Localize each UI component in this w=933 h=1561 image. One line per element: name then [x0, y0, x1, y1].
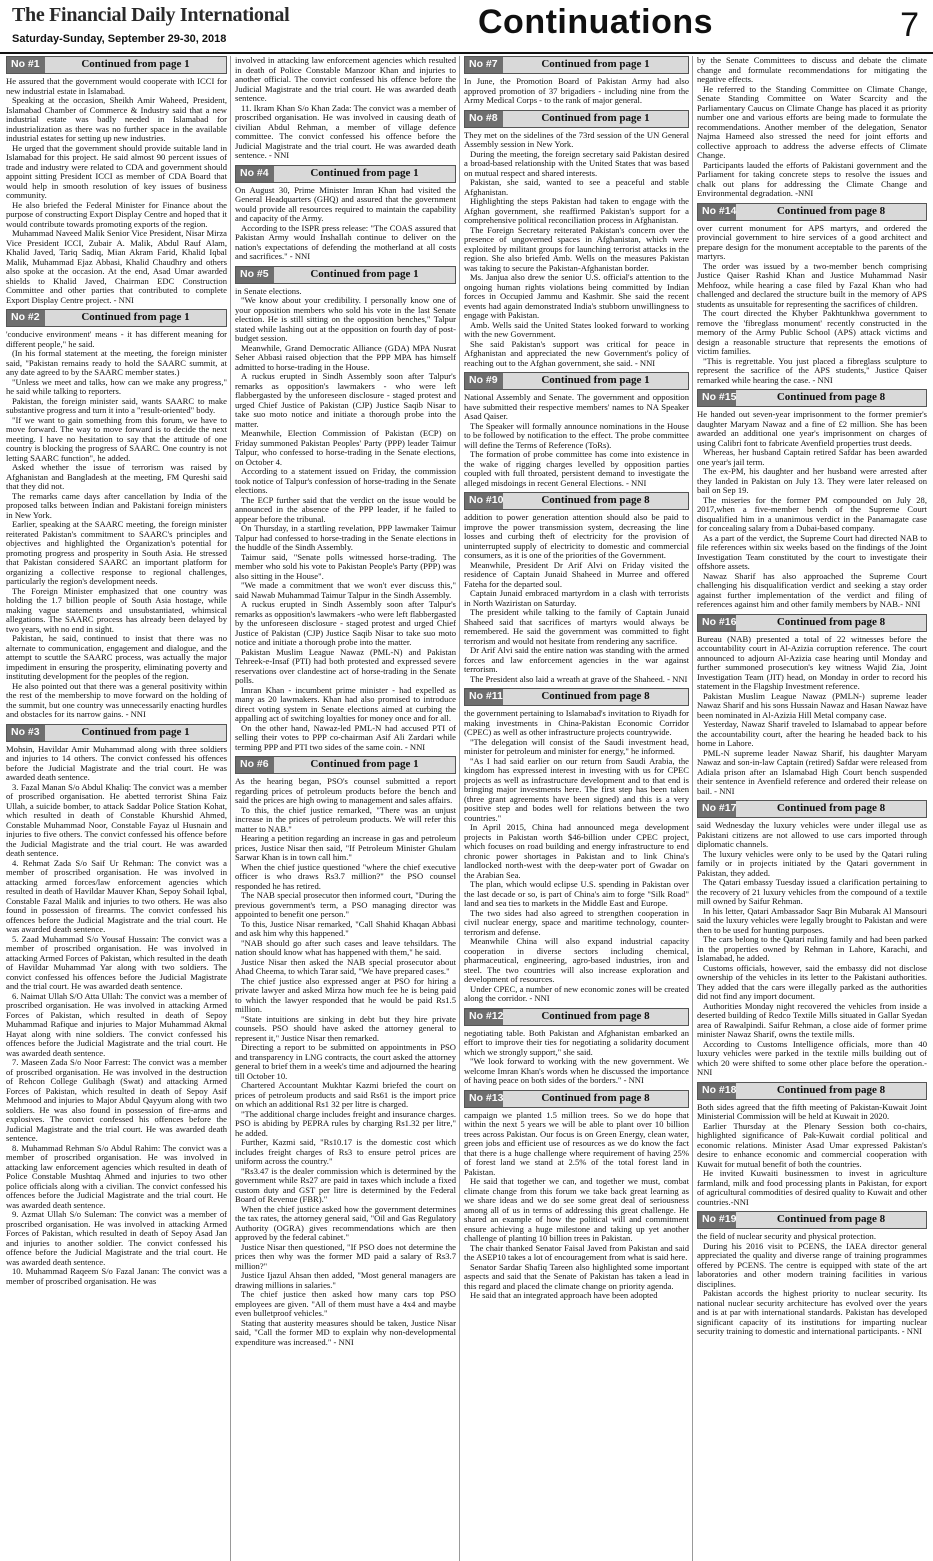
story-paragraph: He referred to the Standing Committee on Climate Change, Senate Standing Committee on Water Scarcity and the Parliamentary Caucus on Climate Change has placed it as priority number one and various efforts are being made to formulate the recommendations. Another member of the delegation, Senator Najma Hameed also stressed the need for joint efforts and collective approach to address the adverse effects of Climate Change. — [697, 83, 927, 160]
story-paragraph: On August 30, Prime Minister Imran Khan had visited the General Headquarters (GHQ) and assured that the government would provide all resources required to maintain the capability and capacity of the Army. — [235, 184, 456, 223]
story-header — [464, 110, 689, 128]
story-paragraph: Earlier, speaking at the SAARC meeting, the foreign minister reiterated Pakistan's commitment to SAARC's principles and objectives and highlighted the Organization's potential for promoting progress and prosperity in South Asia. He stressed that Pakistan considered SAARC an important platform for organizing a collective response to regional challenges, particularly the region's development needs. — [6, 519, 227, 586]
story-paragraph: Pakistan, she said, wanted to see a peaceful and stable Afghanistan. — [464, 177, 689, 197]
story-paragraph: Taimur said, "Senate polls witnessed horse-trading. The member who sold his vote to Pakistan People's Party (PPP) was also sitting in the House". — [235, 551, 456, 581]
story-header — [6, 724, 227, 742]
story-paragraph: According to Customs Intelligence officials, more than 40 luxury vehicles were parked in the textile mills building out of which 20 were shifted to some other place before the operation.-NNI — [697, 1038, 927, 1077]
column-1 — [6, 56, 227, 1561]
story-number: No #11 — [465, 689, 503, 705]
story-paragraph: "NAB should go after such cases and leave tehsildars. The nation should know what has happened with them," he said. — [235, 937, 456, 957]
story-paragraph: Pakistan, the foreign minister said, wants SAARC to make substantive progress and turn it into a "result-oriented" body. — [6, 395, 227, 415]
story-paragraph: According to a statement issued on Friday, the commission took notice of Talpur's confession of horse-trading in the Senate elections. — [235, 466, 456, 495]
story-paragraph: A ruckus erupted in Sindh Assembly soon after Talpur's remarks as opposition's lawmakers -who were left flabbergasted by the unforeseen disclosure - staged protest and urged Chief Justice of Pakistan (CJP) Justice Saqib Nisar to take suo moto notice and initiate a thorough probe into the matter. — [235, 599, 456, 647]
continuation-story — [464, 110, 689, 369]
story-header — [464, 492, 689, 510]
continuation-story — [464, 688, 689, 1004]
story-paragraph: 5. Zaad Muhammad S/o Yousaf Hussain: The convict was a member of proscribed organisation. He was involved in attacking Armed Forces of Pakistan, which resulted in the death of Havildar Muhammad Yar along with two soldiers. The convict confessed his offences before the Judicial Magistrate and the trial court. He was awarded death sentence. — [6, 933, 227, 991]
story-number: No #12 — [465, 1009, 503, 1025]
story-header — [6, 56, 227, 74]
story-paragraph: "We look forward to working with the new government. We welcome Imran Khan's words when he discussed the importance of having peace on both sides of the borders." - NNI — [464, 1056, 689, 1085]
story-number: No #6 — [236, 757, 274, 773]
story-paragraph: Customs officials, however, said the embassy did not disclose ownership of the vehicles in its letter to the Pakistani authorities. They added that the cars were illegally parked as the authorities did not find any import document. — [697, 962, 927, 1001]
continuation-story — [697, 1082, 927, 1208]
story-paragraph: 4. Rehmat Zada S/o Saif Ur Rehman: The convict was a member of proscribed organisation. He was involved in attacking armed forces/law enforcement agencies which resulted in death of Havildar Mauver Khan, Sepoy Sohail Iqbal, Constable Fazal Malik and injuries to two others. He was also found in possession of firearms. The convict confessed his offences before the Judicial Magistrate and the trial court. He was awarded death sentence. — [6, 857, 227, 934]
story-paragraph: negotiating table. Both Pakistan and Afghanistan embarked an effort to improve their ties for negotiating a solidarity document which we strongly support," she said. — [464, 1027, 689, 1057]
story-paragraph: Pakistan Muslim League Nawaz (PML-N) and Pakistan Tehreek-e-Insaf (PTI) had both protested and expressed severe reservations over clandestine act of horse-trading in the Senate polls. — [235, 646, 456, 685]
story-paragraph: The order was issued by a two-member bench comprising Justice Qaiser Rashid Khan and Justice Muhammad Nasir Mehfooz, while hearing a case filed by Fazal Khan who had challenged and declared the structure built in the memory of APS students as unsuitable for representing the sacrifices of children. — [697, 260, 927, 309]
continuation-story — [697, 614, 927, 797]
story-header — [464, 372, 689, 390]
story-paragraph: He assured that the government would cooperate with ICCI for new industrial estate in Islamabad. — [6, 76, 227, 96]
story-paragraph: 9. Azmat Ullah S/o Suleman: The convict was a member of proscribed organisation. He was involved in attacking Armed Forces of Pakistan, which resulted in death of Sepoy Asad Jan and injuries to another soldier. The convict confessed his offence before the Judicial Magistrate and the trial court. He was awarded death sentence. — [6, 1209, 227, 1267]
story-paragraph: Participants lauded the efforts of Pakistani government and the Parliament for taking concrete steps to resolve the issues and chalk out plans for addressing the Climate Change and Environmental degradation. -NNI — [697, 159, 927, 198]
story-paragraph: The miseries for the former PM compounded on July 28, 2017,when a five-member bench of the Supreme Court disqualified him in a unanimous verdict in the Panamagate case for concealing salary from a Dubai-based company. — [697, 494, 927, 533]
story-paragraph: addition to power generation attention should also be paid to improve the power transmission system, decreasing the line losses and curbing theft of electricity for the provision of uninterrupted supply of electricity to domestic and commercial consumers, as it is one of the priorities of the Government. — [464, 512, 689, 560]
story-paragraph: Yesterday, Nawaz Sharif traveled to Islamabad to appear before the accountability court, after the hearing he headed back to his home in Lahore. — [697, 719, 927, 748]
story-paragraph: "The delegation will consist of the Saudi investment head, minister for petroleum and minister for energy," he informed. — [464, 736, 689, 756]
story-paragraph: Pakistan, he said, continued to insist that there was no alternate to communication, engagement and dialogue, and the attempt to scuttle the SAARC process, was actually the major impediment in ensuring the prosperity, eliminating poverty and instituting development for the peoples of the region. — [6, 633, 227, 681]
paper-name: The Financial Daily International — [12, 4, 290, 26]
continued-label: Continued from page 1 — [541, 111, 650, 124]
story-paragraph: He also briefed the Federal Minister for Finance about the purpose of constructing Export Display Centre and hoped that it would contribute towards promoting exports of the region. — [6, 199, 227, 229]
continuation-story — [464, 372, 689, 488]
story-paragraph: The president while talking to the family of Captain Junaid Shaheed said that sacrifices of martyrs would always be remembered. He said the government was committed to fight terrorism and would not hesitate from rendering any sacrifice. — [464, 607, 689, 646]
story-number: No #15 — [698, 390, 736, 406]
continuation-story — [6, 56, 227, 305]
story-header — [697, 800, 927, 818]
story-number: No #4 — [236, 166, 274, 182]
continued-label: Continued from page 1 — [541, 58, 650, 70]
story-header — [697, 614, 927, 632]
story-header — [235, 266, 456, 284]
story-header — [464, 1008, 689, 1026]
story-paragraph: The Foreign Secretary reiterated Pakistan's concern over the presence of ungoverned spaces in Afghanistan, which were exploited by militant groups for launching terrorist attacks in the region. She also briefed Amb. Wells on the measures Pakistan was taking to secure the Pakistan-Afghanistan border. — [464, 224, 689, 273]
story-paragraph: The cars belong to the Qatari ruling family and had been parked in the properties owned by Rehman in Lahore, Karachi, and Islamabad, he added. — [697, 934, 927, 963]
story-paragraph: On the other hand, Nawaz-led PML-N had accused PTI of selling their votes to PPP co-chairman Asif Ali Zardari while terming PPP and PTI two sides of the same coin. - NNI — [235, 722, 456, 752]
story-paragraph: PML-N supreme leader Nawaz Sharif, his daughter Maryam Nawaz and son-in-law Captain (retired) Safdar were released from Adiala prison after an Islamabad High Court bench suspended their sentence in Avenfield reference and ordered their release on bail. - NNI — [697, 747, 927, 796]
story-paragraph: As the hearing began, PSO's counsel submitted a report regarding prices of petroleum products before the bench and said the prices are high owing to management and sales affairs. — [235, 776, 456, 805]
story-header — [235, 165, 456, 183]
story-paragraph: Pakistan Muslim League Nawaz (PMLN-) supreme leader Nawaz Sharif and his sons Hussain Nawaz and Hasan Nawaz have been nominated in Al-Azizia Hill Metal company case. — [697, 690, 927, 720]
story-header — [235, 756, 456, 774]
story-number: No #17 — [698, 801, 736, 817]
story-paragraph: (In his formal statement at the meeting, the foreign minister said, "Pakistan remains ready to hold the SAARC summit, at any date agreed to by the SAARC member states.) — [6, 348, 227, 377]
column-2 — [235, 56, 456, 1561]
story-paragraph: The Qatari embassy Tuesday issued a clarification pertaining to the recovery of 21 luxury vehicles from the compound of a textile mill owned by Saifur Rehman. — [697, 877, 927, 906]
story-paragraph: To this, the chief justice remarked, "There was an unjust increase in the prices of petroleum products. We will refer this matter to NAB." — [235, 804, 456, 834]
story-paragraph: Further, Kazmi said, "Rs10.17 is the domestic cost which includes freight charges of Rs3 to ensure petrol prices are uniform across the country." — [235, 1137, 456, 1166]
story-header — [697, 389, 927, 407]
story-paragraph: He said that together we can, and together we must, combat climate change from this forum we take back great learning as we share ideas and we do see some great deal of seriousness among all of us in terms of addressing this great challenge. He shared an example of how the political will and commitment ensure achieving a huge milestone and taking up yet another challenge of planting 10 billion trees in Pakistan. — [464, 1176, 689, 1243]
story-paragraph: Asked whether the issue of terrorism was raised by Afghanistan and Bangladesh at the meeting, FM Qureshi said that they did not. — [6, 462, 227, 491]
story-paragraph: National Assembly and Senate. The government and opposition have submitted their respective members' names to NA Speaker Asad Qaiser. — [464, 392, 689, 421]
story-paragraph: the government pertaining to Islamabad's invitation to Riyadh for making investments in China-Pakistan Economic Corridor (CPEC) as well as other infrastructure projects countrywide. — [464, 708, 689, 737]
continued-label: Continued from page 8 — [776, 615, 886, 628]
continued-label: Continued from page 1 — [310, 267, 419, 280]
masthead — [0, 0, 933, 54]
continuation-story — [464, 1090, 689, 1301]
continued-label: Continued from page 1 — [310, 758, 419, 770]
story-paragraph: He also pointed out that there was a general positivity within the rest of the membership to move forward on the holding of the summit, but one country was unnecessarily enacting hurdles and obstacles for its narrow gains. - NNI — [6, 680, 227, 719]
story-paragraph: The chief justice also expressed anger at PSO for hiring a private lawyer and asked Mirza how much fee he is being paid to which the lawyer responded that he would be paid Rs1.5 million. — [235, 975, 456, 1014]
story-paragraph: Directing a report to be submitted on appointments in PSO and transparency in LNG contracts, the court asked the attorney general to brief them in a week's time and adjourned the hearing till October 10. — [235, 1042, 456, 1081]
story-paragraph: The remarks came days after cancellation by India of the proposed talks between Indian and Pakistani foreign ministers in New York. — [6, 490, 227, 520]
story-paragraph: "We made a commitment that we won't ever discuss this," said Nawab Muhammad Taimur Talpur in the Sindh Assembly. — [235, 580, 456, 600]
story-paragraph: Imran Khan - incumbent prime minister - had expelled as many as 20 lawmakers. Khan had also promised to introduce direct voting system in Senate elections aimed at curbing the appalling act of switching loyalties for money once and for all. — [235, 684, 456, 723]
story-paragraph: Authorities Monday night recovered the vehicles from inside a deserted building of Redco Textile Mills situated in Gallar Syedan area of Rawalpindi. Saifur Rehman, a close aide of former prime minister Nawaz Sharif, owns the textile mills. — [697, 1000, 927, 1039]
story-paragraph: Meanwhile, Grand Democratic Alliance (GDA) MPA Nusrat Seher Abbasi raised objection that the PPP MPA has himself admitted to horse-trading in the House. — [235, 342, 456, 372]
story-paragraph: Meanwhile, President Dr Arif Alvi on Friday visited the residence of Captain Junaid Shaheed in Murree and offered Fateha for the departed soul. — [464, 559, 689, 589]
story-paragraph: Whereas, her husband Captain retired Safdar has been awarded one year's jail term. — [697, 447, 927, 467]
continuation-story — [697, 56, 927, 199]
continuation-story — [235, 56, 456, 161]
story-paragraph: Nawaz Sharif has also approached the Supreme Court challenging his disqualification verdict and seeking a stay order against further implementation of the verdict and filing of references against him and other family members by NAB.- NNI — [697, 570, 927, 609]
story-paragraph: The chair thanked Senator Faisal Javed from Pakistan and said the ASEP10 takes a lot of encouragement from what is said here. — [464, 1242, 689, 1262]
story-paragraph: in Senate elections. — [235, 285, 302, 296]
story-header — [464, 1090, 689, 1108]
story-number: No #18 — [698, 1083, 736, 1099]
column-rule — [230, 56, 231, 1561]
story-paragraph: The formation of probe committee has come into existence in the wake of rigging charges levelled by opposition parties coupled with full throated, persistent demand to investigate the alleged misdoings in recent General Elections. - NNI — [464, 449, 689, 488]
story-number: No #3 — [7, 725, 45, 741]
story-paragraph: 11. Ikram Khan S/o Khan Zada: The convict was a member of proscribed organisation. He was involved in causing death of civilian Abdul Rehman, a member of village defence committee. The convict confessed his offence before the Judicial Magistrate and the trial court. He was awarded death sentence. - NNI — [235, 102, 456, 160]
continued-label: Continued from page 8 — [776, 802, 886, 814]
continued-label: Continued from page 1 — [310, 166, 419, 179]
story-paragraph: The Speaker will formally announce nominations in the House to be followed by notification to the effect. The probe committee will define the Terms of Reference (ToRs). — [464, 420, 689, 450]
story-paragraph: He said that an integrated approach have been adopted — [470, 1290, 658, 1300]
continuation-story — [697, 203, 927, 386]
story-paragraph: said Wednesday the luxury vehicles were under illegal use as Pakistani citizens are not allowed to use cars imported through diplomatic channels. — [697, 820, 927, 849]
issue-date: Saturday-Sunday, September 29-30, 2018 — [12, 33, 227, 45]
story-paragraph: Mohsin, Havildar Amir Muhammad along with three soldiers and injuries to 14 others. The convict confessed his offences before the Judicial Magistrate and the trial court. He was awarded death sentence. — [6, 743, 227, 782]
story-paragraph: Highlighting the steps Pakistan had taken to engage with the Afghan government, she reaffirmed Pakistan's support for a comprehensive political reconciliation process in Afghanistan. — [464, 196, 689, 225]
story-paragraph: When the chief justice questioned "where the chief executive officer is who draws Rs3.7 million?" the PSO counsel responded he has retired. — [235, 861, 456, 891]
page-number: 7 — [900, 6, 919, 44]
story-paragraph: "As I had said earlier on our return from Saudi Arabia, the kingdom has expressed interest in investing with us for CPEC projects as well as infrastructure development and to that end is bringing major investments here. The first step has been taken (three grant agreements have been signed) and this is a very positive step and bodes well for relations between the two countries." — [464, 755, 689, 823]
story-paragraph: On Thursday, in a startling revelation, PPP lawmaker Taimur Talpur had confessed to horse-trading in the Senate elections in the huddle of the Sindh Assembly. — [235, 523, 456, 552]
story-paragraph: The plan, which would eclipse U.S. spending in Pakistan over the last decade or so, is part of China's aim to forge "Silk Road" land and sea ties to markets in the Middle East and Europe. — [464, 879, 689, 908]
story-paragraph: Earlier Thursday at the Plenary Session both co-chairs, highlighted significance of Pak-Kuwait cordial political and economic relations. Minister Asad Umar expressed Pakistan's desire to enhance economic and commercial cooperation with Kuwait for mutual benefit of both the countries. — [697, 1120, 927, 1169]
story-number: No #16 — [698, 615, 736, 631]
story-paragraph: Amb. Wells said the United States looked forward to working with the new Government. — [464, 319, 689, 339]
story-paragraph: According to the ISPR press release: "The COAS assured that Pakistan Army would Inshallah continue to deliver on the nation's expectations of defending the motherland at all costs and sacrifices." - NNI — [235, 222, 456, 261]
continuation-story — [235, 266, 456, 753]
continuation-story — [235, 756, 456, 1347]
story-header — [464, 56, 689, 74]
story-paragraph: They met on the sidelines of the 73rd session of the UN General Assembly session in New York. — [464, 129, 689, 149]
story-paragraph: Justice Nisar then asked the NAB special prosecutor about Ahad Cheema, to which Tarar said, "We have prepared cases." — [235, 956, 456, 976]
section-title: Continuations — [478, 3, 714, 41]
continuation-story — [6, 309, 227, 720]
story-paragraph: The ECP further said that the verdict on the issue would be announced in the absence of the PPP leader, if he failed to appear before the tribunal. — [235, 494, 456, 524]
story-paragraph: "This is regrettable. You just placed a fibreglass sculpture to represent the sacrifice of the APS students," Justice Qaiser remarked while hearing the case. - NNI — [697, 355, 927, 385]
story-paragraph: "Rs3.47 is the dealer commission which is determined by the government while Rs27 are paid in taxes which include a fixed custom duty and GST per litre is determined by the Federal Board of Revenue (FBR)." — [235, 1165, 456, 1204]
story-paragraph: Ms. Janjua also drew the senior U.S. official's attention to the ongoing human rights violations being committed by Indian forces in Occupied Jammu and Kashmir. She said the recent events had again demonstrated India's stubborn unwillingness to engage with Pakistan. — [464, 272, 689, 320]
story-paragraph: The luxury vehicles were only to be used by the Qatari ruling family or in projects initiated by the Qatari government in Pakistan, they added. — [697, 848, 927, 878]
story-paragraph: Meanwhile China will also expand industrial capacity cooperation in diverse sectors including chemical, pharmaceutical, engineering, agro-based industries, iron and steel. The two countries will also increase exploration and development of resources. — [464, 936, 689, 984]
story-paragraph: In his letter, Qatari Ambassador Saqr Bin Mubarak Al Mansouri said the luxury vehicles were legally brought to Pakistan and were then to be used for hunting purposes. — [697, 905, 927, 935]
story-paragraph: Pakistan accords the highest priority to nuclear security. Its national nuclear security architecture has evolved over the years and is at par with international standards. Pakistan has developed significant capacity of its institutions for imparting nuclear security training to domestic and international participants. - NNI — [697, 1288, 927, 1336]
continuation-story — [6, 724, 227, 1287]
story-paragraph: The court directed the Khyber Pakhtunkhwa government to remove the 'fibreglass monument' recently constructed in the memory of the Army Public School (APS) attack victims and design a reasonable structure that represents the emotions of victim families. — [697, 308, 927, 356]
story-paragraph: 7. Maseen Zada S/o Noor Farrest: The convict was a member of proscribed organisation. He was involved in the destruction of Rehcon College Gulibagh (Swat) and attacking Armed Forces of Pakistan, which resulted in death of Sepoy Asif Mehmood and injuries to Major Abdul Qayyum along with two soldiers. He was also found in possession of fire-arms and explosives. The convict confessed his offences before the Judicial Magistrate and the trial court. He was awarded death sentence. — [6, 1057, 227, 1143]
story-paragraph: Under CPEC, a number of new economic zones will be created along the corridor. - NNI — [464, 983, 689, 1003]
column-4 — [697, 56, 927, 1561]
column-rule — [459, 56, 460, 1561]
continuation-story — [235, 165, 456, 262]
story-paragraph: Hearing a petition regarding an increase in gas and petroleum prices, Justice Nisar then said, "If Petroleum Minister Ghulam Sarwar Khan is in town call him." — [235, 833, 456, 862]
continued-label: Continued from page 1 — [81, 725, 190, 738]
story-header — [697, 1082, 927, 1100]
story-paragraph: 3. Fazal Manan S/o Abdul Khaliq: The convict was a member of proscribed organisation. He abetted terrorist Shina Faiz Ullah, a suicide bomber, to attack Saddar Police Station Kohat, which resulted in death of Constable Khurshid Ahmed, Constable Muhammad Noor, Constable Fayaz ul Husnain and injuries to five others. The convict confessed his offence before the Judicial Magistrate and the trial court. He was awarded death sentence. — [6, 781, 227, 858]
story-paragraph: "If we want to gain something from this forum, we have to move forward. The way to move forward is to decide the next meeting. I have no hesitation to say that the attitude of one country is blocking the progress of SAARC. One country is not letting SAARC function", he added. — [6, 414, 227, 463]
story-paragraph: campaign we planted 1.5 million trees. So we do hope that within the next 5 years we will be able to plant over 10 billion trees across Pakistan. Our focus is on Green Energy, clean water, green jobs and efficient use of resources as we do know the fact that there is a huge challenge where requirement of having 25% of forest land we stand at 2.5% of the total forest land in Pakistan. — [464, 1109, 689, 1177]
continuation-story — [697, 800, 927, 1078]
story-paragraph: "The additional charge includes freight and insurance charges. PSO is abiding by PEPRA rules by charging Rs1.32 per litre," he added. — [235, 1108, 456, 1138]
story-paragraph: He handed out seven-year imprisonment to the former premier's daughter Maryam Nawaz and a fine of £2 million. She has been awarded an additional one year's imprisonment on charges of using Calibri font to fabricate Avenfield properties trust deeds. — [697, 409, 927, 448]
story-paragraph: Bureau (NAB) presented a total of 22 witnesses before the accountability court in Al-Azizia corruption reference. The court announced to adjourn Al-Azizia case hearing until Monday and further summoned prosecution's key witness Wajid Zia, Joint Investigation Team (JIT) head, on Monday in order to record his statement in the Flagship Investment reference. — [697, 633, 927, 691]
story-paragraph: Dr Arif Alvi said the entire nation was standing with the armed forces and law enforcement agencies in the war against terrorism. — [464, 645, 689, 674]
story-number: No #5 — [236, 267, 274, 283]
story-paragraph: the field of nuclear security and physical protection. — [697, 1231, 876, 1241]
continued-label: Continued from page 8 — [541, 690, 650, 702]
column-rule — [692, 56, 693, 1561]
story-paragraph: over current monument for APS martyrs, and ordered the provincial government to hire services of a good architect and prepare design for the monument acceptable to the parents of the martyrs. — [697, 222, 927, 261]
story-paragraph: Chartered Accountant Mukhtar Kazmi briefed the court on prices of petroleum products and said Rs61 is the import price on which an additional Rs1 32 per litre is charged. — [235, 1080, 456, 1109]
story-paragraph: by the Senate Committees to discuss and debate the climate change and formulate recommendations for mitigating the negative effects. — [697, 56, 927, 84]
continued-label: Continued from page 8 — [776, 1083, 886, 1096]
continued-label: Continued from page 1 — [81, 58, 190, 70]
story-paragraph: He urged that the government should provide suitable land in Islamabad for this project. He said almost 90 percent issues of trade and industry were related to CDA and government should appoint sitting President ICCI as member of CDA Board that would help in smooth resolution of key issues of business community. — [6, 142, 227, 200]
story-paragraph: The ex-PM, his daughter and her husband were arrested after they landed in Pakistan on July 13. They were later released on bail on Sep 19. — [697, 466, 927, 495]
story-paragraph: Meanwhile, Election Commission of Pakistan (ECP) on Friday summoned Pakistan Peoples' Party (PPP) leader Taimur Talpur, who confessed to horse-trading in the Senate elections, on October 4. — [235, 428, 456, 467]
story-paragraph: During his 2016 visit to PCENS, the IAEA director general appreciated the quality and diverse range of training programmes offered by PCENS. The centre is equipped with state of the art laboratories and other modern training facilities in various disciplines. — [697, 1240, 927, 1289]
story-paragraph: She said Pakistan's support was critical for peace in Afghanistan and appreciated the new Government's policy of reaching out to the Afghan government, she said. - NNI — [464, 338, 689, 368]
story-paragraph: During the meeting, the foreign secretary said Pakistan desired a broad-based relationship with the United States that was based on mutual respect and shared interests. — [464, 148, 689, 178]
story-paragraph: "We know about your credibility. I personally know one of your opposition members who sold his vote in the last Senate election. He is still sitting on the opposition benches," Talpur stated while lashing out at the opposition on fourth day of post-budget session. — [235, 295, 456, 343]
story-paragraph: 10. Muhammad Raqeem S/o Fazal Janan: The convict was a member of proscribed organisation. He was — [6, 1266, 227, 1286]
story-number: No #2 — [7, 310, 45, 326]
story-number: No #13 — [465, 1091, 503, 1107]
continued-label: Continued from page 8 — [776, 1213, 886, 1225]
story-paragraph: Muhammad Naveed Malik Senior Vice President, Nisar Mirza Vice President ICCI, Zubair A. Malik, Abdul Rauf Alam, Khalid Javed, Tariq Sadiq, Mian Akram Farid, Khalid Iqbal Malik, Muhammad Ejaz Abbasi, Khalid Chaudhry and others also spoke at the occasion. At the end, Asad Umar awarded shields to Khalid Javed, Chairman EDC Construction Committee and other parties that contributed to complete Export Display Centre project. - NNI — [6, 228, 227, 305]
story-paragraph: In April 2015, China had announced mega development projects in Pakistan worth $46-billion under CPEC project, which focuses on road building and energy infrastructure to end chronic power shortages in Pakistan and to link China's landlocked north-west with the deep-water port of Gwadar on the Arabian Sea. — [464, 822, 689, 880]
story-paragraph: To this, Justice Nisar remarked, "Call Shahid Khaqan Abbasi and ask him why this happened." — [235, 918, 456, 938]
story-paragraph: 'conducive environment' means - it has different meaning for different people," he said. — [6, 329, 227, 349]
story-paragraph: Senator Sardar Shafiq Tareen also highlighted some important aspects and said that the Senate of Pakistan has taken a lead in this regard and placed the climate change on priority agenda. — [464, 1261, 689, 1291]
continuation-story — [464, 1008, 689, 1086]
continued-label: Continued from page 8 — [541, 494, 650, 506]
continuation-story — [697, 1211, 927, 1337]
story-paragraph: Speaking at the occasion, Sheikh Amir Waheed, President, Islamabad Chamber of Commerce & Industry said that a new industrial estate was badly needed in Islamabad for industrialization as there was no further space in the available industrial estates for setting up new industries. — [6, 95, 227, 143]
story-number: No #1 — [7, 57, 45, 73]
story-header — [464, 688, 689, 706]
story-paragraph: Justice Nisar then questioned, "If PSO does not determine the prices then why was the former MD paid a salary of Rs3.7 million?" — [235, 1241, 456, 1271]
story-paragraph: Justice Ijazul Ahsan then added, "Most general managers are drawing millions in salaries." — [235, 1270, 456, 1290]
article-columns — [0, 56, 933, 1561]
story-paragraph: "State intuitions are sinking in debt but they hire private counsels. PSO should have asked the attorney general to represent it," Justice Nisar then remarked. — [235, 1013, 456, 1043]
story-paragraph: 6. Naimat Ullah S/O Atta Ullah: The convict was a member of proscribed organisation. He was involved in attacking Armed Forces of Pakistan, which resulted in death of Sepoy Muhammad Rafique and injuries to Major Muhammad Akmal Hayat along with nine soldiers. The convict confessed his offences before the Judicial Magistrate and the trial court. He was awarded death sentence. — [6, 990, 227, 1058]
story-header — [697, 203, 927, 221]
story-paragraph: involved in attacking law enforcement agencies which resulted in death of Police Constable Manzoor Khan and injuries to another official. The convict confessed his offence before the Judicial Magistrate and the trial court. He was awarded death sentence. — [235, 56, 456, 103]
story-header — [697, 1211, 927, 1229]
story-paragraph: The NAB special prosecutor then informed court, "During the previous government's term, a PSO managing director was appointed to benefit one person." — [235, 890, 456, 919]
story-number: No #9 — [465, 373, 503, 389]
continued-label: Continued from page 1 — [541, 374, 650, 386]
story-number: No #10 — [465, 493, 503, 509]
continuation-story — [464, 492, 689, 684]
continued-label: Continued from page 8 — [776, 204, 886, 217]
story-number: No #8 — [465, 111, 503, 127]
story-paragraph: 8. Muhammad Rehman S/o Abdul Rahim: The convict was a member of proscribed organisation. He was involved in attacking law enforcement agencies which resulted in death of Police Constable Mushtaq Ahmed and injuries to two other police officials along with a civilian. The convict confessed his offences before the Judicial Magistrate and the trial court. He was awarded death sentence. — [6, 1142, 227, 1210]
continued-label: Continued from page 8 — [541, 1091, 650, 1104]
continued-label: Continued from page 8 — [776, 391, 886, 403]
story-paragraph: "Unless we meet and talks, how can we make any progress," he said while talking to reporters. — [6, 376, 227, 396]
story-paragraph: The President also laid a wreath at grave of the Shaheed. - NNI — [470, 673, 688, 684]
story-paragraph: Captain Junaid embraced martyrdom in a clash with terrorists in North Waziristan on Saturday. — [464, 588, 689, 608]
column-3 — [464, 56, 689, 1561]
story-paragraph: The two sides had also agreed to strengthen cooperation in civil nuclear energy, space and maritime technology, counter-terrorism and defense. — [464, 907, 689, 937]
story-paragraph: In June, the Promotion Board of Pakistan Army had also approved promotion of 37 brigadiers - including nine from the Army Medical Corps - to the rank of major general. — [464, 76, 689, 105]
story-paragraph: As a part of the verdict, the Supreme Court had directed NAB to file references within six weeks based on the findings of the Joint Investigation Team constituted by the court to investigate their offshore assets. — [697, 532, 927, 571]
continuation-story — [464, 56, 689, 106]
continued-label: Continued from page 8 — [541, 1009, 650, 1022]
story-paragraph: The chief justice then asked how many cars top PSO employees are given. "All of them must have a 4x4 and maybe even bulletproof vehicles." — [235, 1289, 456, 1318]
continuation-story — [697, 389, 927, 610]
story-paragraph: He invited Kuwaiti businessmen to invest in agriculture farmland, milk and food processing plants in Pakistan, for export of agricultural commodities of desired quality to Kuwait and other countries.-NNI — [697, 1168, 927, 1207]
continued-label: Continued from page 1 — [81, 311, 190, 323]
story-paragraph: Both sides agreed that the fifth meeting of Pakistan-Kuwait Joint Ministerial Commission will be held at Kuwait in 2020. — [697, 1101, 927, 1121]
story-header — [6, 309, 227, 327]
story-number: No #14 — [698, 204, 736, 220]
story-paragraph: A ruckus erupted in Sindh Assembly soon after Talpur's remarks as opposition's lawmakers - who were left flabbergasted by the unforeseen disclosure - staged protest and urged Chief Justice of Pakistan (CJP) Justice Saqib Nisar to take suo moto notice and initiate a thorough probe into the matter. — [235, 371, 456, 429]
story-paragraph: The Foreign Minister emphasized that one country was holding the 1.7 billion people of South Asia hostage, while making vague statements and unsubstantiated, whimsical allegations. The SAARC process has already been delayed by two years, with no end in sight. — [6, 585, 227, 634]
story-number: No #7 — [465, 57, 503, 73]
story-paragraph: When the chief justice asked how the government determines the tax rates, the attorney general said, "Oil and Gas Regulatory Authority (OGRA) gives recommendations which are then approved by the federal cabinet." — [235, 1203, 456, 1242]
story-number: No #19 — [698, 1212, 736, 1228]
story-paragraph: Stating that austerity measures should be taken, Justice Nisar said, "Call the former MD to explain why non-developmental expenditure was increased." - NNI — [235, 1317, 456, 1347]
